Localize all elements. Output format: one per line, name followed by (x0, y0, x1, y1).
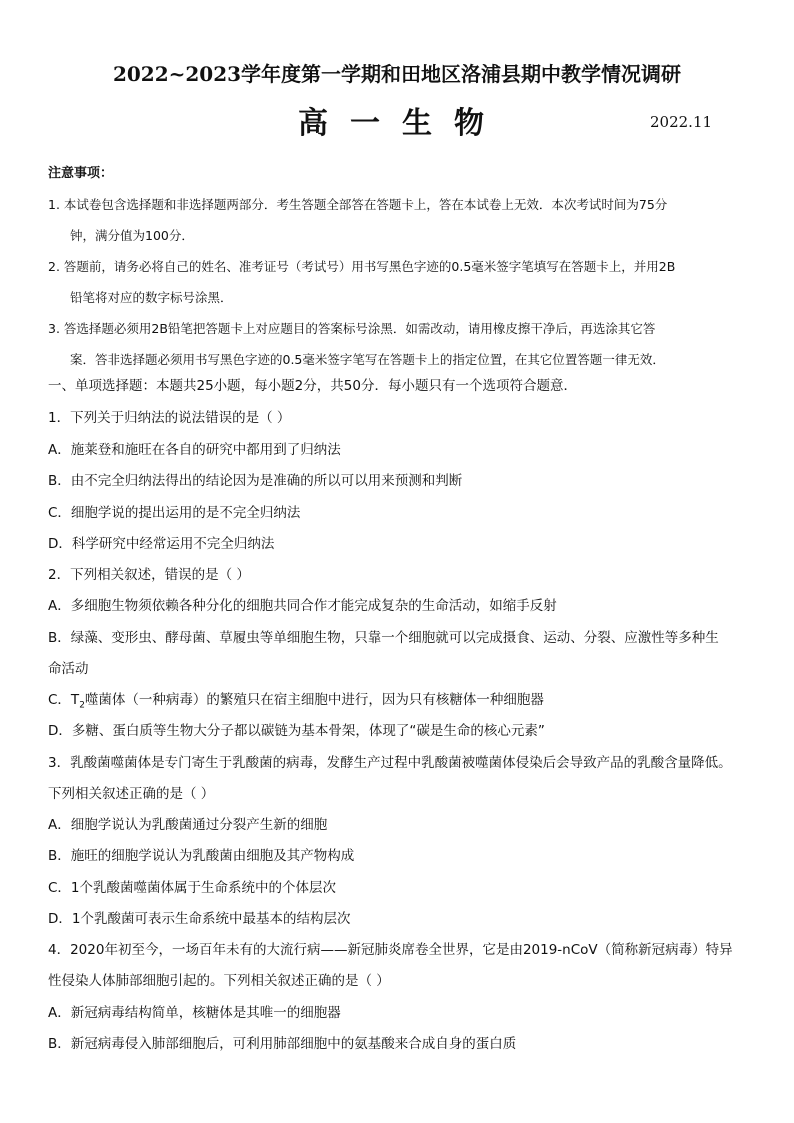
subscript-2: 2 (79, 700, 85, 711)
option-c: C．1个乳酸菌噬菌体属于生命系统中的个体层次 (48, 880, 337, 896)
question-stem: 1．下列关于归纳法的说法错误的是（ ） (48, 410, 291, 426)
section-title: 一、单项选择题：本题共25小题，每小题2分，共50分．每小题只有一个选项符合题意． (48, 378, 577, 394)
subject-title: 高一生物 (298, 106, 506, 141)
notice-line: 1. 本试卷包含选择题和非选择题两部分．考生答题全部答在答题卡上，答在本试卷上无效．本次考试时间为75分 (48, 197, 668, 212)
option-a: A．细胞学说认为乳酸菌通过分裂产生新的细胞 (48, 817, 328, 833)
option-b: B．新冠病毒侵入肺部细胞后，可利用肺部细胞中的氨基酸来合成自身的蛋白质 (48, 1036, 517, 1052)
question-stem: 4．2020年初至今，一场百年未有的大流行病——新冠肺炎席卷全世界，它是由2019-nCoV（简称新冠病毒）特异 (48, 942, 733, 958)
option-d: D．科学研究中经常运用不完全归纳法 (48, 536, 275, 552)
notice-line: 3. 答选择题必须用2B铅笔把答题卡上对应题目的答案标号涂黑．如需改动，请用橡皮擦干净后，再选涂其它答 (48, 321, 656, 336)
question-stem: 2．下列相关叙述，错误的是（ ） (48, 567, 250, 583)
option-b-continued: 命活动 (48, 661, 89, 677)
option-d: D．1个乳酸菌可表示生命系统中最基本的结构层次 (48, 911, 351, 927)
question-stem-continued: 下列相关叙述正确的是（ ） (48, 786, 215, 802)
question-stem-continued: 性侵染人体肺部细胞引起的。下列相关叙述正确的是（ ） (48, 973, 390, 989)
notice-line: 2. 答题前，请务必将自己的姓名、准考证号（考试号）用书写黑色字迹的0.5毫米签字笔填写在答题卡上，并用2B (48, 259, 676, 274)
option-b: B．施旺的细胞学说认为乳酸菌由细胞及其产物构成 (48, 848, 355, 864)
option-c-prefix: C．T (48, 692, 80, 708)
option-c: C．细胞学说的提出运用的是不完全归纳法 (48, 505, 301, 521)
option-c-text: 噬菌体（一种病毒）的繁殖只在宿主细胞中进行，因为只有核糖体一种细胞器 (84, 692, 544, 708)
exam-date: 2022.11 (650, 113, 713, 131)
option-a: A．施莱登和施旺在各自的研究中都用到了归纳法 (48, 442, 341, 458)
notice-line: 铅笔将对应的数字标号涂黑． (70, 290, 233, 305)
option-a: A．新冠病毒结构简单，核糖体是其唯一的细胞器 (48, 1005, 341, 1021)
option-b: B．绿藻、变形虫、酵母菌、草履虫等单细胞生物，只靠一个细胞就可以完成摄食、运动、分裂、应激性等多种生 (48, 630, 719, 646)
option-c (48, 688, 544, 711)
option-a: A．多细胞生物须依赖各种分化的细胞共同合作才能完成复杂的生命活动，如缩手反射 (48, 598, 557, 614)
notice-line: 钟，满分值为100分． (70, 228, 194, 243)
notice-heading: 注意事项： (48, 166, 114, 181)
option-b: B．由不完全归纳法得出的结论因为是准确的所以可以用来预测和判断 (48, 473, 463, 489)
exam-title: 2022~2023学年度第一学期和田地区洛浦县期中教学情况调研 (112, 62, 682, 86)
notice-line: 案．答非选择题必须用书写黑色字迹的0.5毫米签字笔写在答题卡上的指定位置，在其它位置答题一律无效． (70, 352, 665, 367)
option-d: D．多糖、蛋白质等生物大分子都以碳链为基本骨架，体现了“碳是生命的核心元素” (48, 723, 545, 739)
question-stem: 3．乳酸菌噬菌体是专门寄生于乳酸菌的病毒，发酵生产过程中乳酸菌被噬菌体侵染后会导致产品的乳酸含量降低。 (48, 755, 732, 771)
